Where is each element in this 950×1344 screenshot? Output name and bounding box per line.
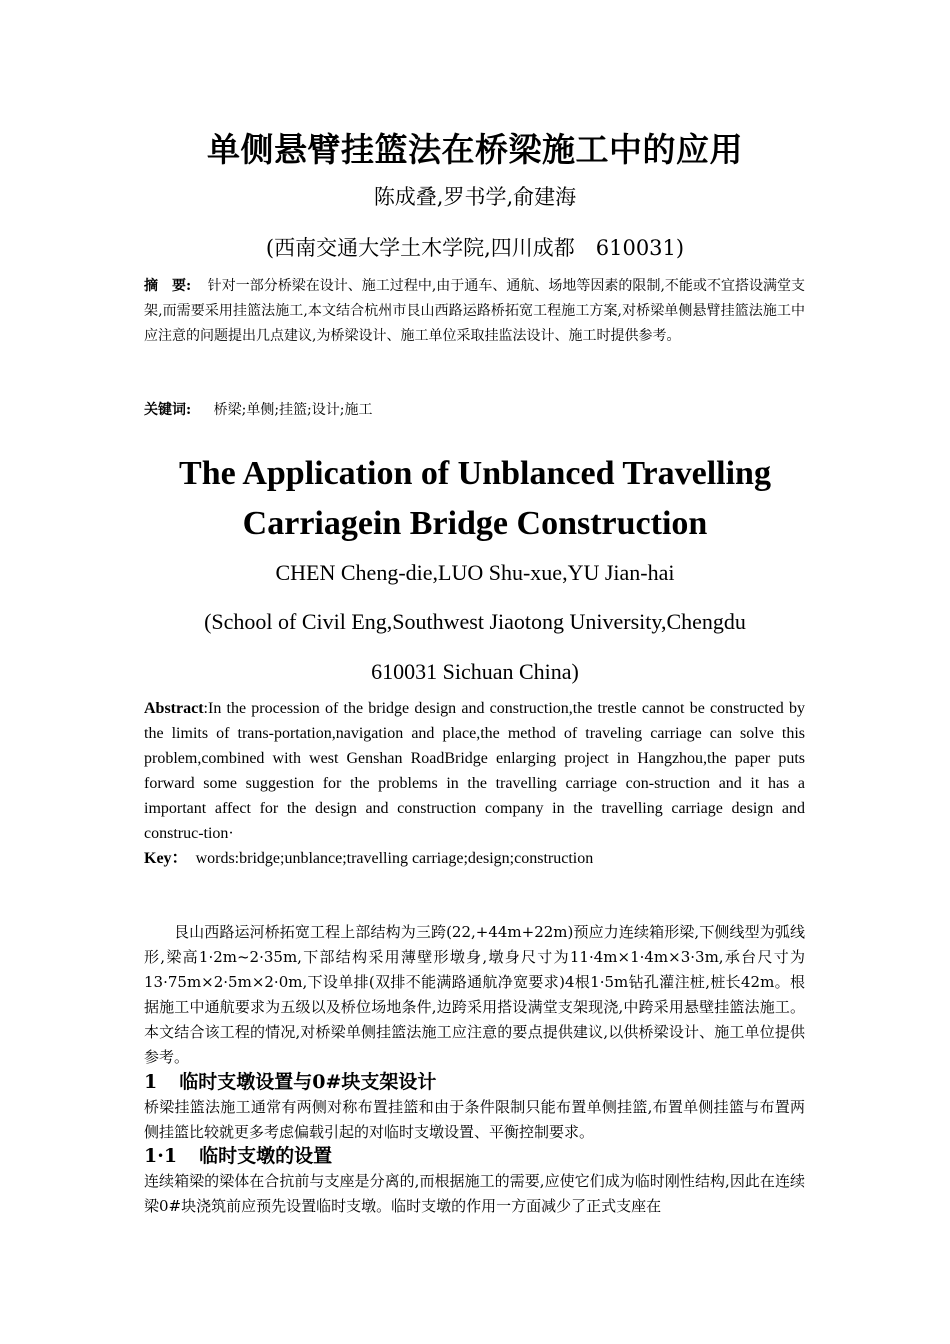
english-title-line-2: Carriagein Bridge Construction — [242, 505, 708, 542]
english-keywords-label: Key： — [144, 850, 188, 867]
chinese-keywords-label: 关键词: — [144, 402, 192, 418]
english-keywords-text: words:bridge;unblance;travelling carriage;design;construction — [195, 850, 594, 867]
chinese-keywords — [144, 398, 805, 423]
section-1-1-number: 1·1 — [144, 1145, 178, 1167]
section-1-1-title: 临时支墩的设置 — [199, 1145, 333, 1167]
section-1-heading — [144, 1068, 805, 1096]
chinese-affiliation: (西南交通大学土木学院,四川成都 610031) — [265, 236, 685, 260]
chinese-keywords-text: 桥梁;单侧;挂篮;设计;施工 — [213, 402, 373, 418]
english-abstract-label: Abstract — [144, 700, 204, 717]
section-1-title: 临时支墩设置与0#块支架设计 — [179, 1071, 437, 1093]
section-1-1-heading — [144, 1142, 805, 1170]
chinese-abstract-label: 摘 要: — [144, 278, 192, 294]
chinese-abstract — [144, 274, 805, 349]
section-1-1-paragraph: 连续箱梁的梁体在合抗前与支座是分离的,而根据施工的需要,应使它们成为临时刚性结构,因此在连续梁0#块浇筑前应预先设置临时支墩。临时支墩的作用一方面减少了正式支座在 — [144, 1172, 805, 1215]
section-1-paragraph: 桥梁挂篮法施工通常有两侧对称布置挂篮和由于条件限制只能布置单侧挂篮,布置单侧挂篮与布置两侧挂篮比较就更多考虑偏载引起的对临时支墩设置、平衡控制要求。 — [144, 1098, 805, 1141]
english-affiliation-line-2: 610031 Sichuan China) — [371, 659, 579, 684]
section-1-number: 1 — [144, 1071, 158, 1093]
chinese-abstract-text: 针对一部分桥梁在设计、施工过程中,由于通车、通航、场地等因素的限制,不能或不宜搭设满堂支架,而需要采用挂篮法施工,本文结合杭州市艮山西路运路桥拓宽工程施工方案,对桥梁单侧悬臂挂篮法施工中应注意的问题提出几点建议,为桥梁设计、施工单位采取挂监法设计、施工时提供参考。 — [144, 278, 805, 344]
english-abstract-text: :In the procession of the bridge design and construction,the trestle cannot be constructed by the limits of trans-portation,navigation and place,the method of traveling carriage can solve this problem,combined with west Genshan RoadBridge enlarging project in Hangzhou,the paper puts forward some suggestion for the problems in the travelling carriage con-struction and it has a important affect for the design and construction company in the travelling carriage design and construc-tion· — [144, 700, 805, 842]
english-abstract — [144, 696, 805, 846]
english-keywords — [144, 846, 805, 871]
english-authors: CHEN Cheng-die,LUO Shu-xue,YU Jian-hai — [275, 560, 675, 585]
english-affiliation-line-1: (School of Civil Eng,Southwest Jiaotong University,Chengdu — [204, 609, 746, 634]
english-title-line-1: The Application of Unblanced Travelling — [179, 455, 771, 492]
chinese-title: 单侧悬臂挂篮法在桥梁施工中的应用 — [207, 130, 743, 169]
english-title — [0, 449, 950, 549]
intro-paragraph: 艮山西路运河桥拓宽工程上部结构为三跨(22,+44m+22m)预应力连续箱形梁,下侧线型为弧线形,梁高1·2m~2·35m,下部结构采用薄壁形墩身,墩身尺寸为11·4m×1·4m×3·3m,承台尺寸为13·75m×2·5m×2·0m,下设单排(双排不能满路通航净宽要求)4根1·5m钻孔灌注桩,桩长42m。根据施工中通航要求为五级以及桥位场地条件,边跨采用搭设满堂支架现浇,中跨采用悬壁挂篮法施工。本文结合该工程的情况,对桥梁单侧挂篮法施工应注意的要点提供建议,以供桥梁设计、施工单位提供参考。 — [144, 923, 805, 1066]
chinese-authors: 陈成叠,罗书学,俞建海 — [373, 185, 577, 209]
